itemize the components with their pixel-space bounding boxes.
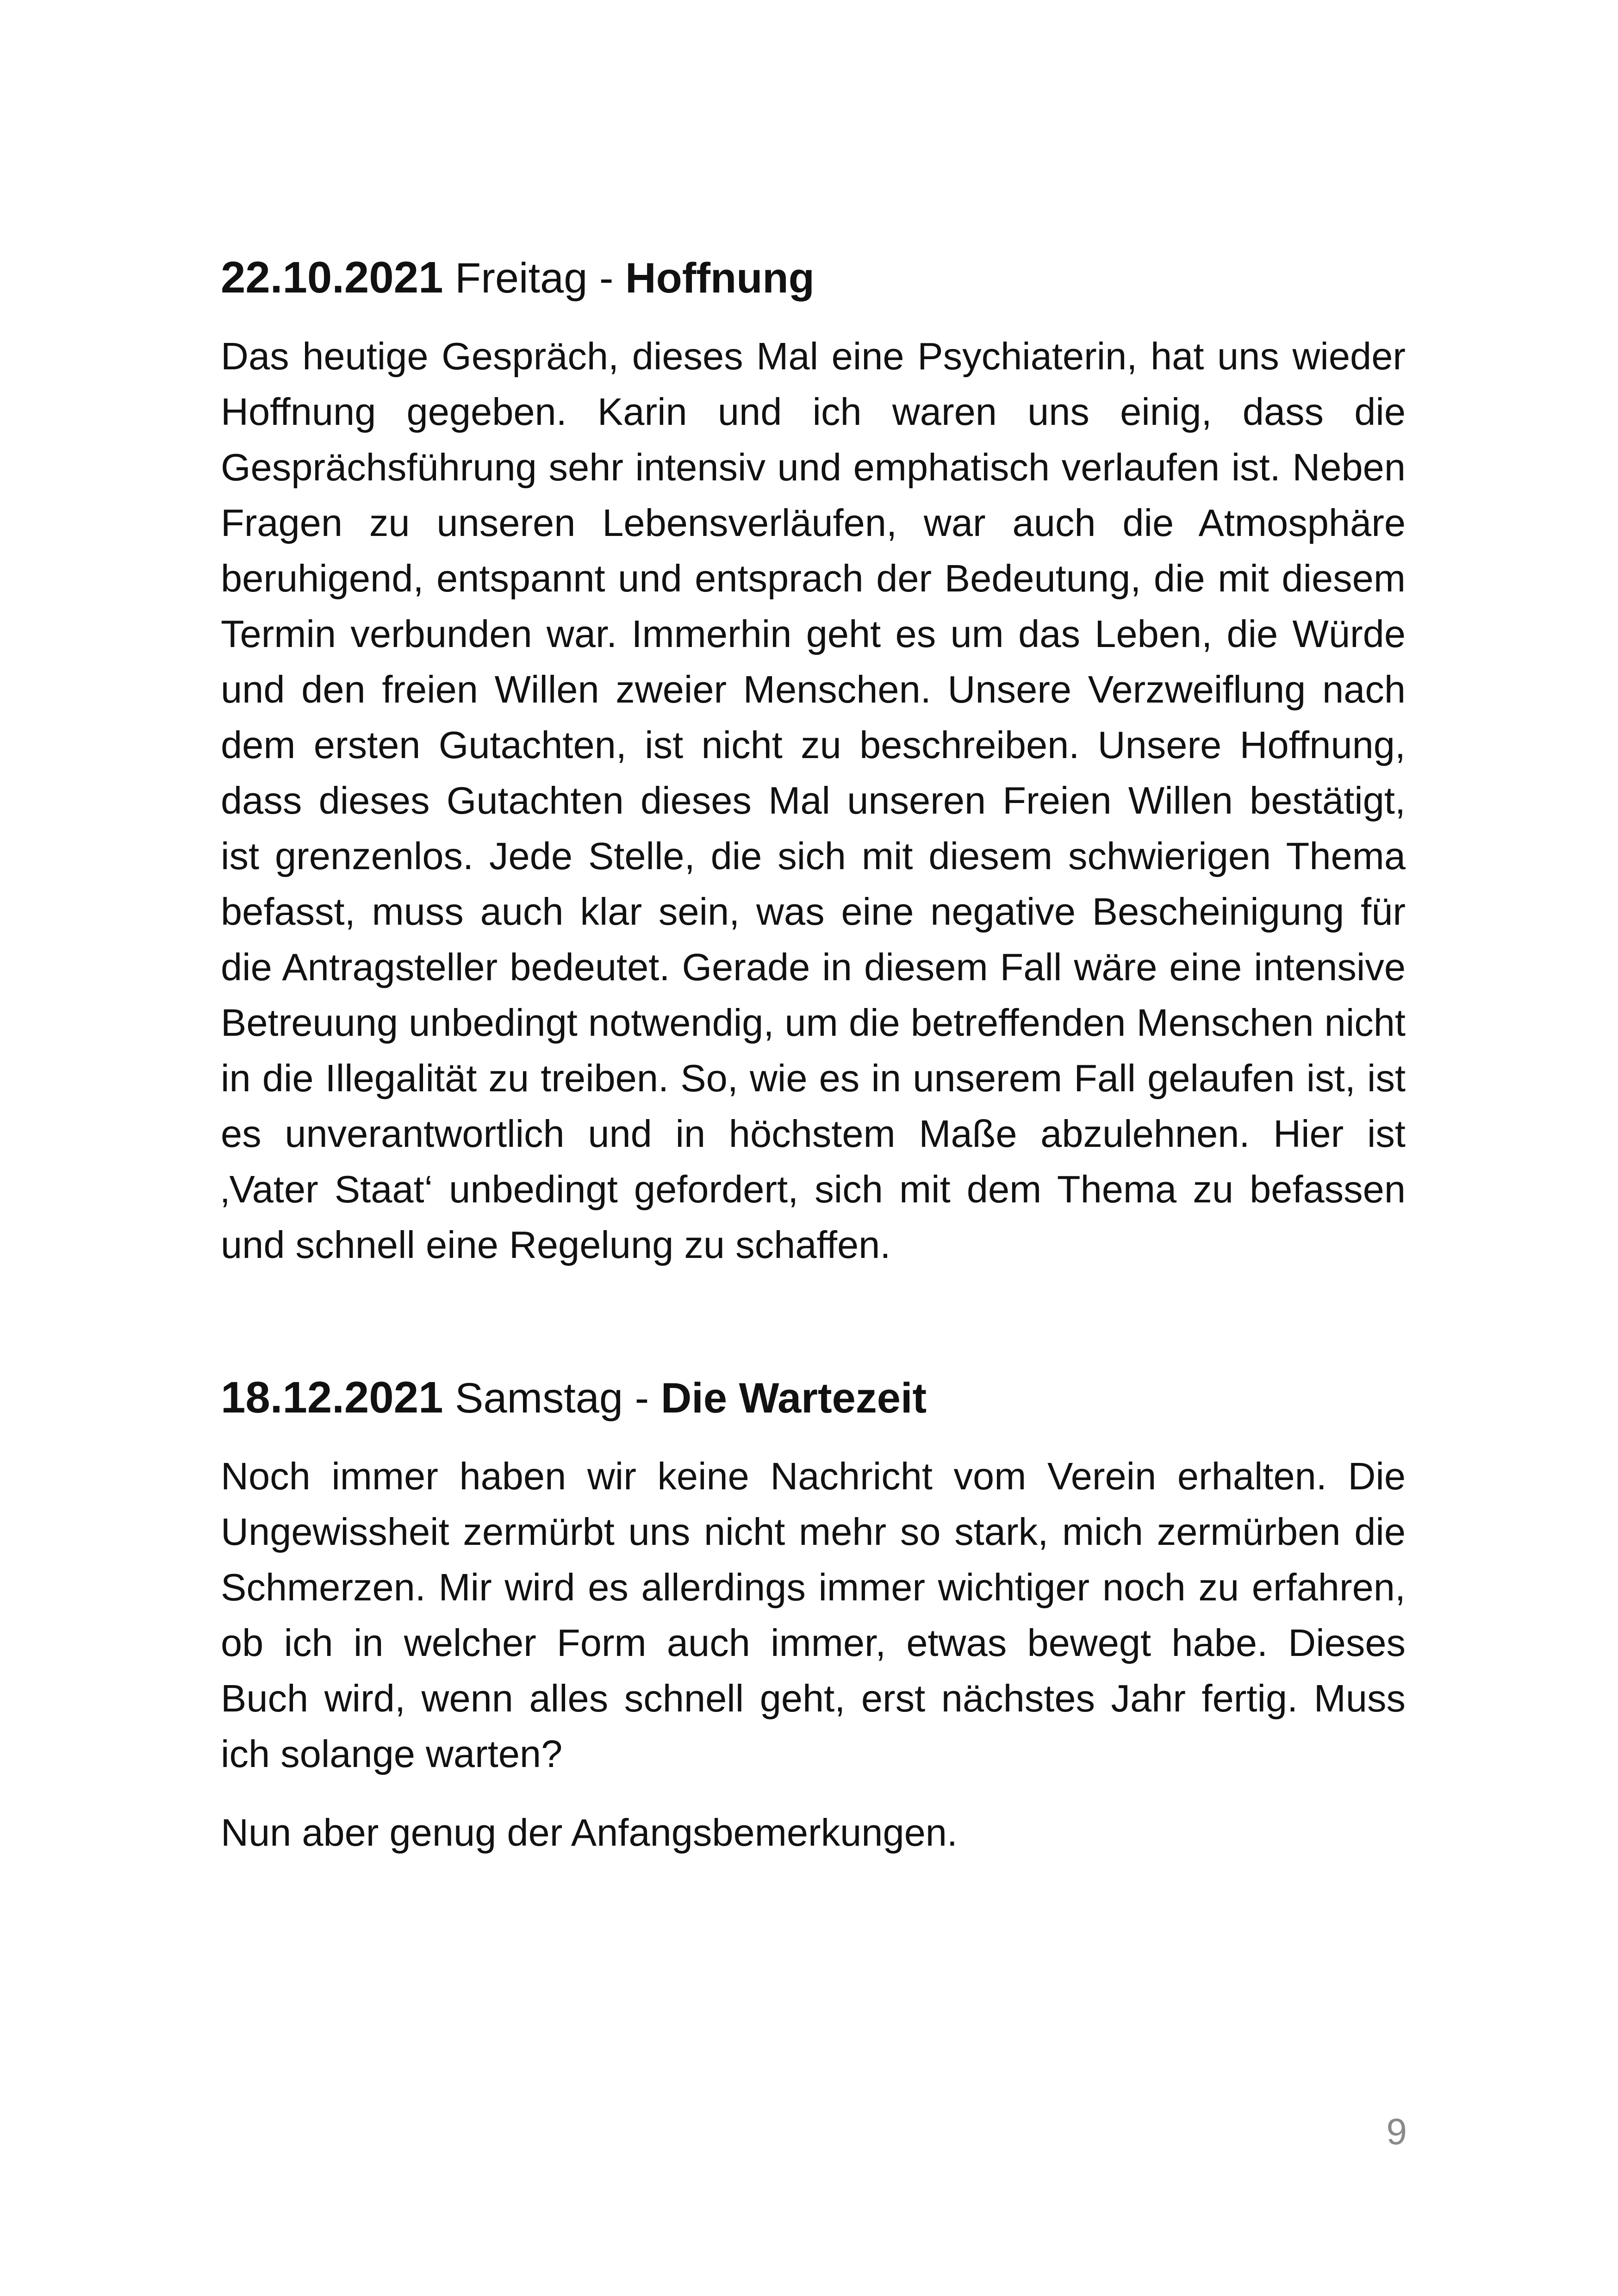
- entry-paragraph: Noch immer haben wir keine Nachricht vom Verein erhalten. Die Ungewissheit zermürbt uns nicht mehr so stark, mich zermürben die Schmerzen. Mir wird es allerdings immer wichtiger noch zu erfahren, ob ich in welcher Form auch immer, etwas bewegt habe. Dieses Buch wird, wenn alles schnell geht, erst nächstes Jahr fertig. Muss ich solange warten?: [221, 1455, 1406, 1775]
- entry-date: 22.10.2021: [221, 253, 443, 302]
- entry-heading: [221, 1370, 1406, 1425]
- document-page: [221, 250, 1406, 1860]
- entry-weekday: Samstag -: [443, 1375, 661, 1422]
- entry-paragraph: Das heutige Gespräch, dieses Mal eine Psychiaterin, hat uns wieder Hoffnung gegeben. Karin und ich waren uns einig, dass die Gesprächsführung sehr intensiv und emphatisch verlaufen ist. Neben Fragen zu unseren Lebensverläufen, war auch die Atmosphäre beruhigend, entspannt und entsprach der Bedeutung, die mit diesem Termin verbunden war. Immerhin geht es um das Leben, die Würde und den freien Willen zweier Menschen. Unsere Verzweiflung nach dem ersten Gutachten, ist nicht zu beschreiben. Unsere Hoffnung, dass dieses Gutachten dieses Mal unseren Freien Willen bestätigt, ist grenzenlos. Jede Stelle, die sich mit diesem schwierigen Thema befasst, muss auch klar sein, was eine negative Bescheinigung für die Antragsteller bedeutet. Gerade in diesem Fall wäre eine intensive Betreuung unbedingt notwendig, um die betreffenden Menschen nicht in die Illegalität zu treiben. So, wie es in unserem Fall gelaufen ist, ist es unverantwortlich und in höchstem Maße abzulehnen. Hier ist ‚Vater Staat‘ unbedingt gefordert, sich mit dem Thema zu befassen und schnell eine Regelung zu schaffen.: [221, 335, 1406, 1266]
- entry-weekday: Freitag -: [443, 255, 626, 302]
- entry-paragraph: Nun aber genug der Anfangsbemerkungen.: [221, 1811, 958, 1854]
- entry-title: Die Wartezeit: [660, 1375, 927, 1422]
- entry-date: 18.12.2021: [221, 1373, 443, 1422]
- page-number: 9: [1386, 2111, 1407, 2152]
- diary-entry-2021-10-22: [221, 250, 1406, 1273]
- diary-entry-2021-12-18: [221, 1370, 1406, 1860]
- entry-heading: [221, 250, 1406, 305]
- entry-title: Hoffnung: [625, 255, 815, 302]
